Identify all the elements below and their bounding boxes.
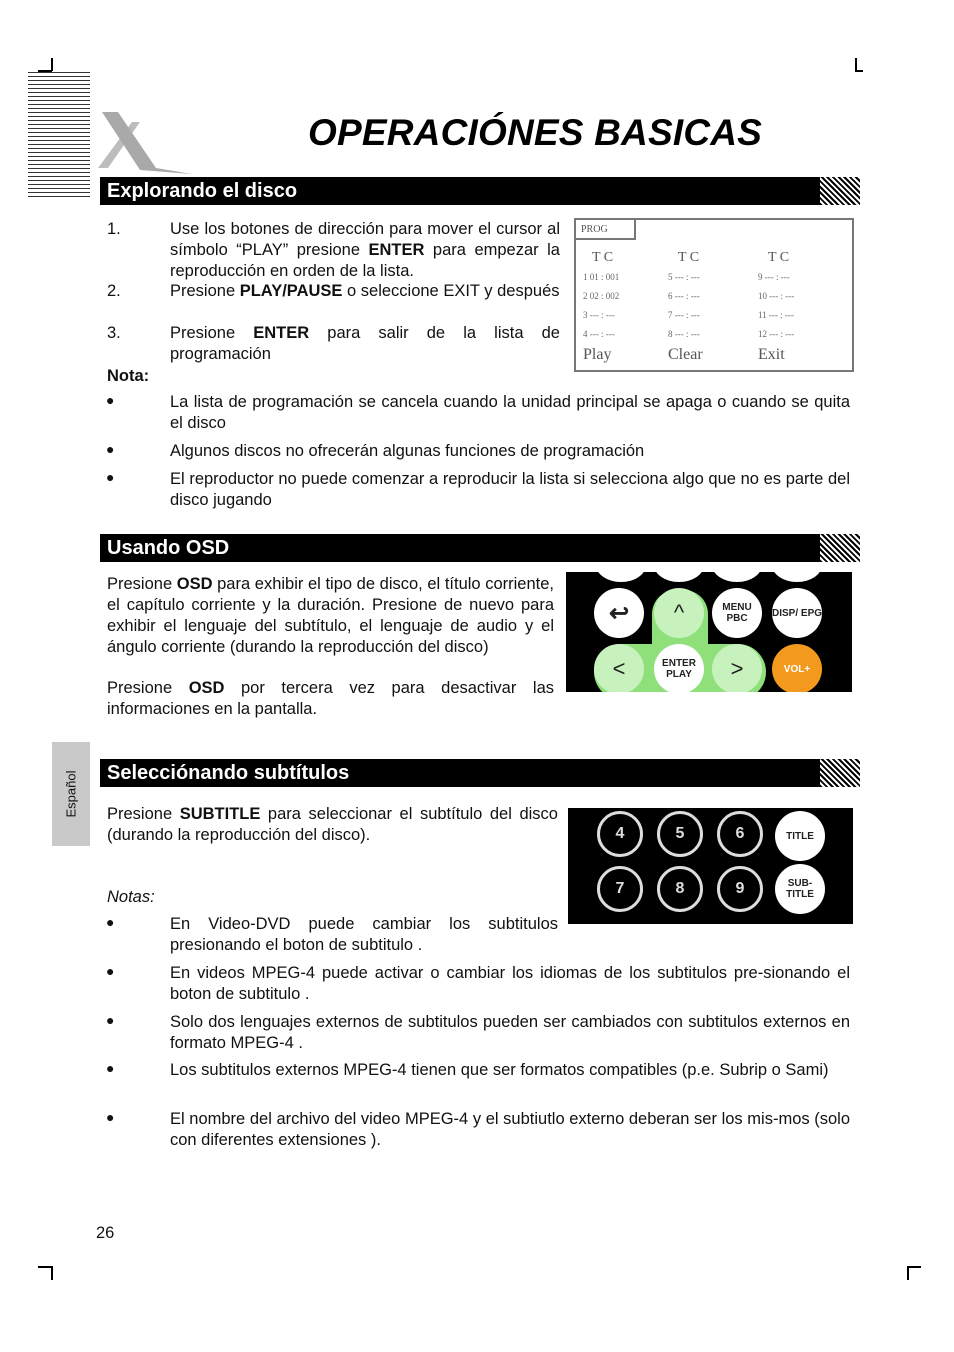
bar-dots-decoration <box>820 759 860 787</box>
section-title: Selecciónando subtítulos <box>107 762 350 784</box>
prog-entry: 4 --- : --- <box>583 329 615 339</box>
prog-play-option[interactable]: Play <box>583 346 612 363</box>
left-arrow-button[interactable]: < <box>594 644 644 692</box>
bar-dots-decoration <box>820 534 860 562</box>
number-6-button[interactable]: 6 <box>717 811 763 857</box>
prog-exit-option[interactable]: Exit <box>758 346 785 363</box>
notas-item: Los subtitulos externos MPEG-4 tienen que ser formatos compatibles (p.e. Subrip o Sami) <box>170 1061 829 1079</box>
prog-column-header: T C <box>678 250 700 265</box>
step-text: Use los botones de dirección para mover el cursor al símbolo “PLAY” presione ENTER para empezar la reproducción en orden de la lista. <box>170 220 560 280</box>
notas-item: El nombre del archivo del video MPEG-4 y el subtiutlo externo deberan ser los mis-mos (solo con diferentes extensiones ). <box>170 1110 850 1149</box>
nota-item: El reproductor no puede comenzar a reproducir la lista si selecciona algo que no es parte del disco jugando <box>170 470 850 509</box>
notas-item: Solo dos lenguajes externos de subtitulos pueden ser cambiados con subtitulos externos en formato MPEG-4 . <box>170 1013 850 1052</box>
language-label: Español <box>63 770 79 818</box>
step-text: Presione ENTER para salir de la lista de programación <box>170 324 560 363</box>
crop-mark-top-right-h <box>855 70 863 72</box>
crop-mark-bottom-right-v <box>907 1266 909 1280</box>
crop-mark-bottom-right <box>907 1266 921 1268</box>
brand-stripes <box>28 72 90 200</box>
osd-paragraph: Presione OSD por tercera vez para desactivar las informaciones en la pantalla. <box>107 679 554 718</box>
bullet-dot: ● <box>106 1012 115 1028</box>
remote-navigation-image <box>566 572 852 692</box>
remote-partial-button <box>596 572 646 582</box>
bullet-dot: ● <box>106 1060 115 1076</box>
subtitle-paragraph: Presione SUBTITLE para seleccionar el subtítulo del disco (durando la reproducción del disco). <box>107 805 558 844</box>
nota-item: La lista de programación se cancela cuando la unidad principal se apaga o cuando se quita el disco <box>170 393 850 432</box>
bullet-dot: ● <box>106 1109 115 1125</box>
crop-mark-bottom-left <box>38 1266 52 1268</box>
section-bar-osd <box>100 534 860 562</box>
crop-mark-top-left-v <box>51 58 53 71</box>
notas-item: En Video-DVD puede cambiar los subtitulos presionando el boton de subtitulo . <box>170 915 558 954</box>
right-arrow-button[interactable]: > <box>712 644 762 692</box>
prog-entry: 11 --- : --- <box>758 310 794 320</box>
prog-entry: 8 --- : --- <box>668 329 700 339</box>
nota-label: Nota: <box>107 367 150 385</box>
osd-paragraph: Presione OSD para exhibir el tipo de disco, el título corriente, el capítulo corriente y la duración. Presione de nuevo para exhibir el lenguaje del subtítulo, el lenguaje de audio y el ángulo corriente (durando la reproducción del disco) <box>107 575 554 656</box>
up-arrow-button[interactable]: ^ <box>654 588 704 638</box>
section-title: Explorando el disco <box>107 180 298 202</box>
number-9-button[interactable]: 9 <box>717 866 763 912</box>
remote-number-pad-image <box>568 808 853 924</box>
nota-item: Algunos discos no ofrecerán algunas funciones de programación <box>170 442 645 460</box>
crop-mark-bottom-left-v <box>51 1266 53 1280</box>
number-7-button[interactable]: 7 <box>597 866 643 912</box>
bullet-dot: ● <box>106 392 115 408</box>
page-title: OPERACIÓNES BASICAS <box>308 112 763 153</box>
prog-entry: 9 --- : --- <box>758 272 790 282</box>
bullet-dot: ● <box>106 469 115 485</box>
bullet-dot: ● <box>106 963 115 979</box>
language-side-tab <box>52 742 90 846</box>
bullet-dot: ● <box>106 441 115 457</box>
bullet-dot: ● <box>106 914 115 930</box>
prog-column-header: T C <box>768 250 790 265</box>
program-list-screen <box>574 218 854 372</box>
prog-entry: 6 --- : --- <box>668 291 700 301</box>
subtitle-button[interactable]: SUB- TITLE <box>775 864 825 914</box>
step-number: 2. <box>107 282 121 300</box>
prog-column-header: T C <box>592 250 614 265</box>
number-5-button[interactable]: 5 <box>657 811 703 857</box>
prog-entry: 2 02 : 002 <box>583 291 620 301</box>
step-text: Presione PLAY/PAUSE o seleccione EXIT y después <box>170 282 560 300</box>
title-button[interactable]: TITLE <box>775 811 825 861</box>
remote-partial-button <box>772 572 822 582</box>
prog-entry: 5 --- : --- <box>668 272 700 282</box>
number-4-button[interactable]: 4 <box>597 811 643 857</box>
prog-clear-option[interactable]: Clear <box>668 346 703 363</box>
prog-tab: PROG <box>576 220 636 240</box>
disp-epg-button[interactable]: DISP/ EPG <box>772 588 822 638</box>
prog-entry: 1 01 : 001 <box>583 272 620 282</box>
prog-entry: 7 --- : --- <box>668 310 700 320</box>
notas-label: Notas: <box>107 888 155 906</box>
prog-entry: 12 --- : --- <box>758 329 795 339</box>
remote-partial-button <box>654 572 704 582</box>
notas-item: En videos MPEG-4 puede activar o cambiar los idiomas de los subtitulos pre-sionando el boton de subtitulo . <box>170 964 850 1003</box>
section-bar-subtitulos <box>100 759 860 787</box>
page-number: 26 <box>96 1224 115 1242</box>
remote-partial-button <box>712 572 762 582</box>
enter-play-button[interactable]: ENTER PLAY <box>654 644 704 692</box>
bar-dots-decoration <box>820 177 860 205</box>
step-number: 3. <box>107 324 121 342</box>
prog-entry: 3 --- : --- <box>583 310 615 320</box>
brand-x-logo <box>96 108 196 176</box>
prog-entry: 10 --- : --- <box>758 291 795 301</box>
vol-plus-button[interactable]: VOL+ <box>772 644 822 692</box>
section-bar-explorando <box>100 177 860 205</box>
section-title: Usando OSD <box>107 537 230 559</box>
number-8-button[interactable]: 8 <box>657 866 703 912</box>
return-button[interactable]: ↩ <box>594 588 644 638</box>
step-number: 1. <box>107 220 121 238</box>
menu-pbc-button[interactable]: MENU PBC <box>712 588 762 638</box>
